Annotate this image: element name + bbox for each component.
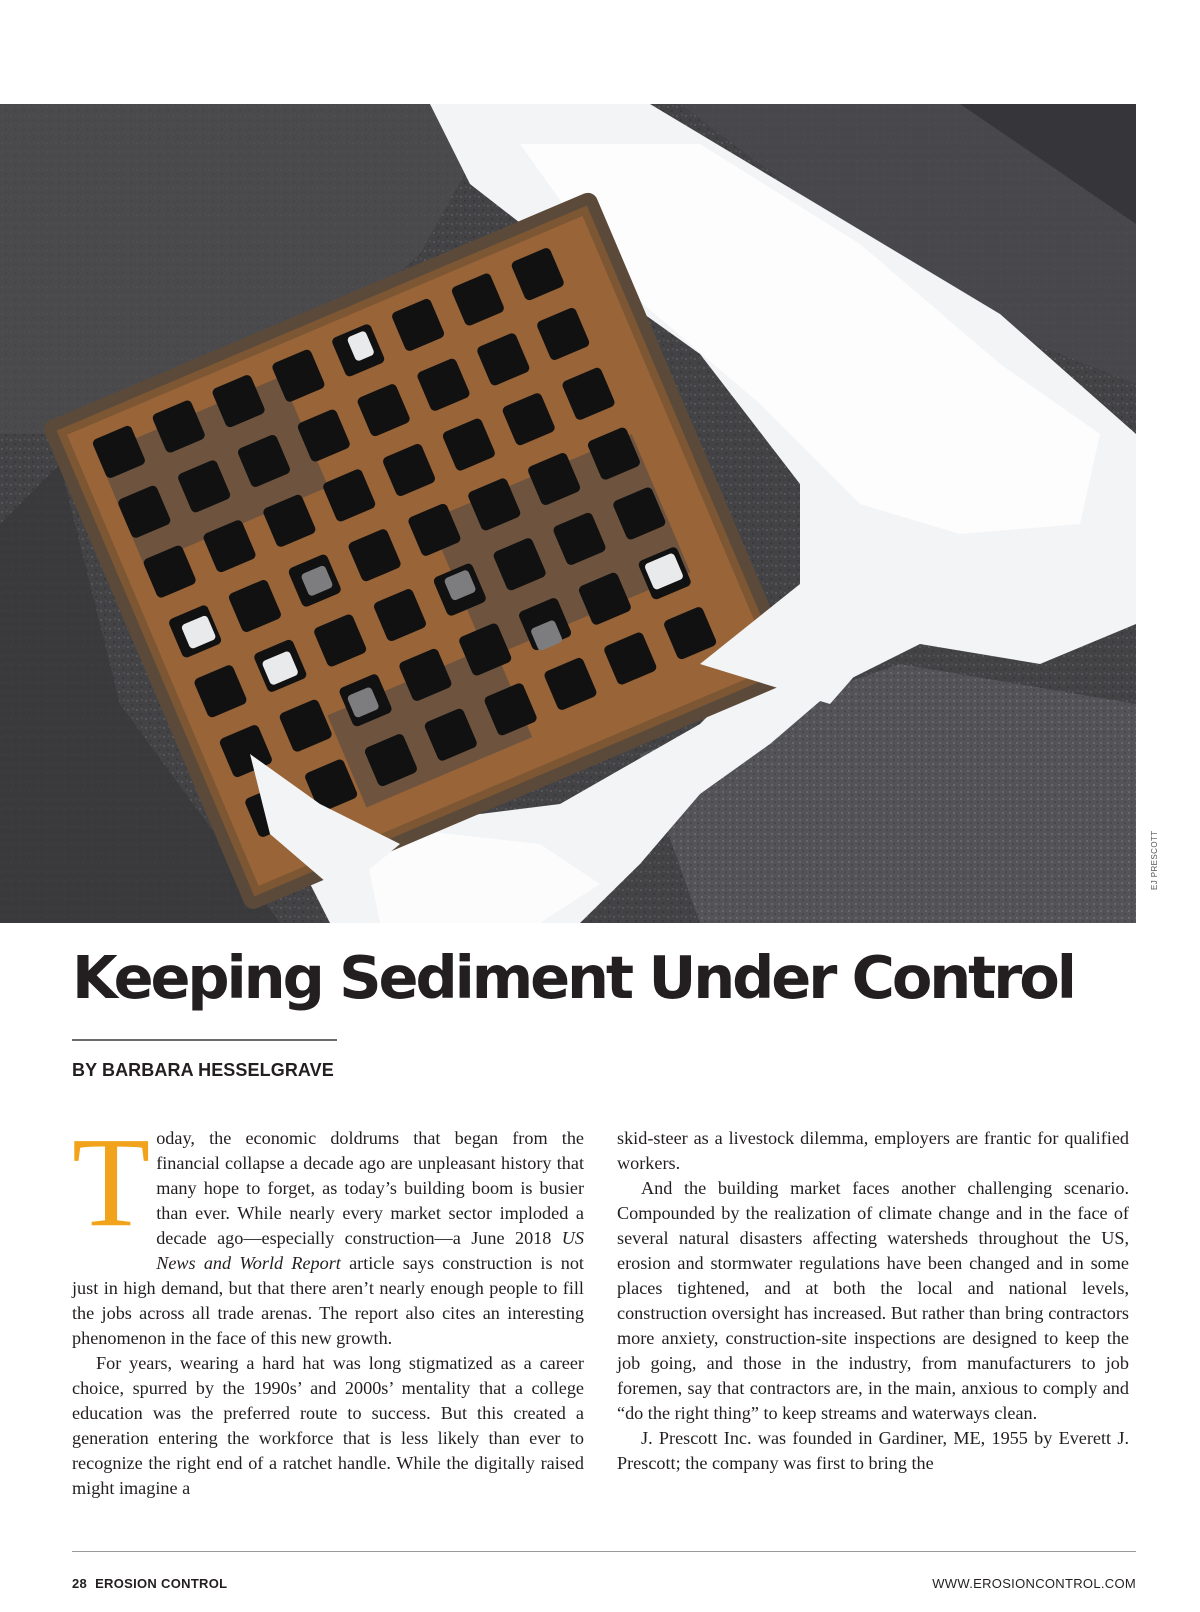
photo-credit (1136, 830, 1200, 920)
storm-drain-photo (0, 104, 1136, 923)
paragraph-1-text-b: article says construction is not just in high demand, but that there aren’t nearly enough people to fill the jobs across all trade arenas. The report also cites an interesting phenomenon in the face of this new growth. (72, 1253, 584, 1348)
publication-name: EROSION CONTROL (95, 1576, 228, 1591)
paragraph-2: For years, wearing a hard hat was long stigmatized as a career choice, spurred by the 1990s’ and 2000s’ mentality that a college education was the preferred route to success. But this created a generation entering the workforce that is less likely than ever to recognize the right end of a ratchet handle. While the digitally raised might imagine a (72, 1353, 584, 1498)
publication-title: US News and World Report (156, 1228, 584, 1273)
paragraph-1 (72, 1111, 584, 1351)
paragraph-3: skid-steer as a livestock dilemma, employers are frantic for qualified workers. (617, 1128, 1129, 1173)
article-column-left (72, 1111, 584, 1501)
paragraph-4: And the building market faces another challenging scenario. Compounded by the realization of climate change and in the face of several natural disasters affecting watersheds throughout the US, erosion and stormwater regulations have been changed and in some places tightened, and at both the local and national levels, construction oversight has increased. But rather than bring contractors more anxiety, construction-site inspections are designed to keep the job going, and those in the industry, from manufacturers to job foremen, say that contractors are, in the main, anxious to comply and “do the right thing” to keep streams and waterways clean. (617, 1178, 1129, 1423)
website-url: WWW.EROSIONCONTROL.COM (932, 1576, 1136, 1591)
byline: BY BARBARA HESSELGRAVE (72, 1060, 334, 1080)
folio (72, 1576, 227, 1591)
paragraph-5: J. Prescott Inc. was founded in Gardiner, ME, 1955 by Everett J. Prescott; the company was first to bring the (617, 1428, 1129, 1473)
paragraph-1-text-a: oday, the economic doldrums that began from the financial collapse a decade ago are unpleasant history that many hope to forget, as today’s building boom is busier than ever. While nearly every market sector imploded a decade ago—especially construction—a June 2018 (156, 1128, 584, 1248)
headline: Keeping Sediment Under Control (72, 943, 1074, 1012)
headline-divider (72, 1039, 337, 1041)
article-column-right (617, 1126, 1129, 1476)
photo-credit-text: EJ PRESCOTT (1150, 830, 1159, 890)
drop-cap: T (72, 1111, 151, 1253)
page-number: 28 (72, 1576, 88, 1591)
storm-drain-illustration (0, 104, 1136, 923)
footer-divider (72, 1551, 1136, 1552)
